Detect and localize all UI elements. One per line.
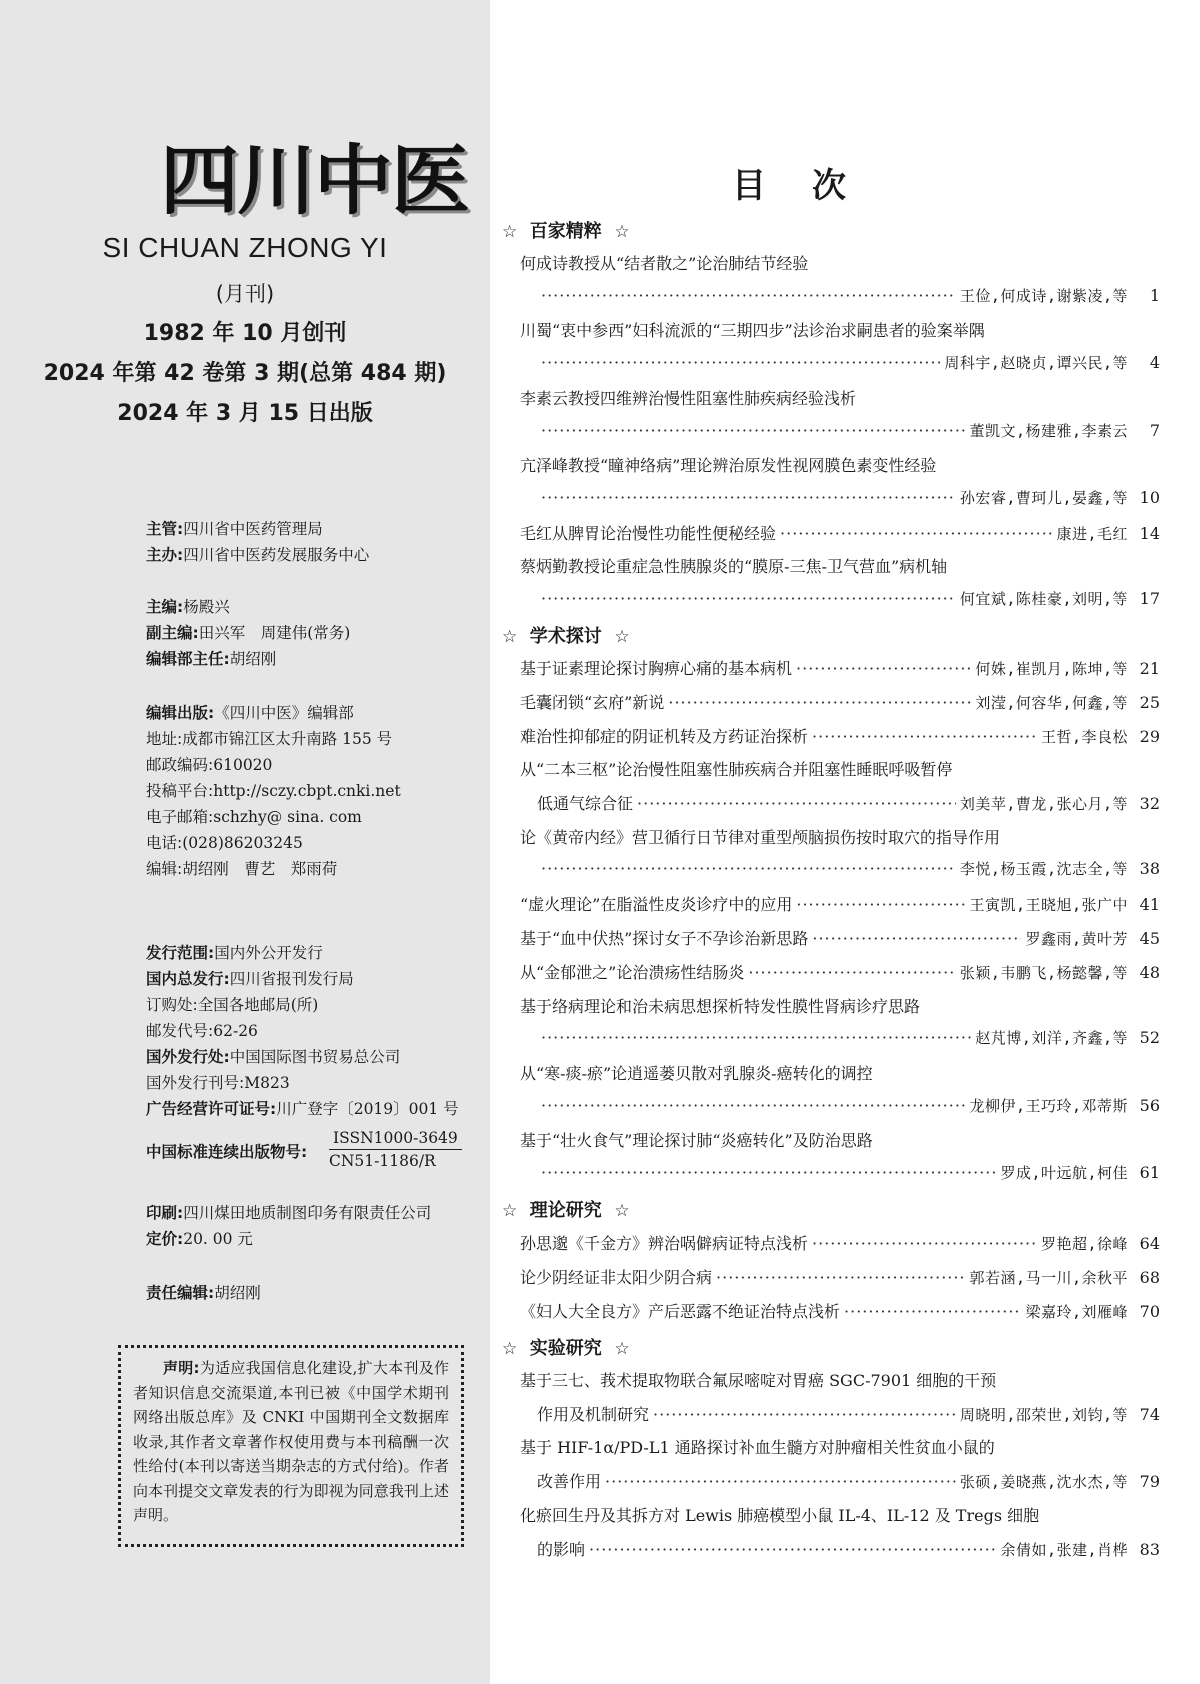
info-row: 地址:成都市锦江区太升南路 155 号 <box>146 730 393 748</box>
info-row: 邮发代号:62-26 <box>146 1022 258 1040</box>
toc-entry[interactable]: 从“寒-痰-瘀”论逍遥蒌贝散对乳腺炎-癌转化的调控 <box>520 1064 873 1083</box>
issn-number: ISSN1000-3649 <box>329 1127 462 1150</box>
info-row: 国内总发行:四川省报刊发行局 <box>146 970 354 988</box>
toc-entry[interactable]: “虚火理论”在脂溢性皮炎诊疗中的应用 ····· 王寅凯,王晓旭,张广中 41 <box>520 892 1160 918</box>
info-row: 定价:20. 00 元 <box>146 1230 253 1248</box>
publication-date: 2024 年 3 月 15 日出版 <box>117 401 373 426</box>
toc-entry[interactable]: 毛囊闭锁“玄府”新说 ····· 刘滢,何容华,何鑫,等 25 <box>520 690 1160 716</box>
info-row: 主编:杨殿兴 <box>146 598 230 616</box>
info-row: 订购处:全国各地邮局(所) <box>146 996 319 1014</box>
toc-entry[interactable]: 从“二本三枢”论治慢性阻塞性肺疾病合并阻塞性睡眠呼吸暂停 <box>520 760 953 779</box>
info-row: 发行范围:国内外公开发行 <box>146 944 323 962</box>
toc-entry[interactable]: ····· 赵芃博,刘洋,齐鑫,等 52 <box>537 1027 1160 1053</box>
toc-entry[interactable]: ····· 李悦,杨玉霞,沈志全,等 38 <box>537 858 1160 884</box>
toc-entry[interactable]: 蔡炳勤教授论重症急性胰腺炎的“膜原-三焦-卫气营血”病机轴 <box>520 557 948 576</box>
issn-values <box>329 1127 462 1172</box>
info-row: 编辑部主任:胡绍刚 <box>146 650 277 668</box>
printing-block <box>146 1200 431 1252</box>
responsible-editor <box>146 1280 261 1306</box>
toc-title: 目次 <box>732 166 892 206</box>
star-icon: ☆ <box>614 1201 630 1221</box>
toc-entry[interactable]: 基于三七、莪术提取物联合氟尿嘧啶对胃癌 SGC-7901 细胞的干预 <box>520 1371 997 1390</box>
toc-entry[interactable]: 的影响 ····· 余倩如,张建,肖桦 83 <box>537 1537 1160 1563</box>
notice-label: 声明: <box>163 1359 200 1377</box>
toc-entry[interactable]: 亢泽峰教授“瞳神络病”理论辨治原发性视网膜色素变性经验 <box>520 456 937 475</box>
toc-entry[interactable]: 基于“血中伏热”探讨女子不孕诊治新思路 ····· 罗鑫雨,黄叶芳 45 <box>520 926 1160 952</box>
star-icon: ☆ <box>502 627 518 647</box>
star-icon: ☆ <box>502 222 518 242</box>
cn-number: CN51-1186/R <box>329 1152 436 1170</box>
journal-english-title: SI CHUAN ZHONG YI <box>102 232 388 263</box>
issn-label: 中国标准连续出版物号: <box>146 1143 308 1161</box>
section-heading: ☆ 理论研究 ☆ <box>502 1200 630 1221</box>
info-row: 广告经营许可证号:川广登字〔2019〕001 号 <box>146 1100 459 1118</box>
toc-entry[interactable]: 基于“壮火食气”理论探讨肺“炎癌转化”及防治思路 <box>520 1131 873 1150</box>
toc-entry[interactable]: 改善作用 ····· 张硕,姜晓燕,沈水杰,等 79 <box>537 1469 1160 1495</box>
toc-entry[interactable]: 基于络病理论和治未病思想探析特发性膜性肾病诊疗思路 <box>520 997 921 1016</box>
toc-entry[interactable]: 从“金郁泄之”论治溃疡性结肠炎 ····· 张颖,韦鹏飞,杨懿馨,等 48 <box>520 960 1160 986</box>
info-row: 责任编辑:胡绍刚 <box>146 1284 261 1302</box>
section-heading: ☆ 百家精粹 ☆ <box>502 221 630 242</box>
info-row: 国外发行处:中国国际图书贸易总公司 <box>146 1048 401 1066</box>
toc-entry[interactable]: ····· 罗成,叶远航,柯佳 61 <box>537 1162 1160 1188</box>
toc-entry[interactable]: 低通气综合征 ····· 刘美苹,曹龙,张心月,等 32 <box>537 791 1160 817</box>
toc-entry[interactable]: 作用及机制研究 ····· 周晓明,邵荣世,刘钧,等 74 <box>537 1402 1160 1428</box>
contact-block <box>146 700 401 882</box>
star-icon: ☆ <box>614 1339 630 1359</box>
toc-entry[interactable]: 论《黄帝内经》营卫循行日节律对重型颅脑损伤按时取穴的指导作用 <box>520 828 1001 847</box>
frequency: (月刊) <box>215 282 275 306</box>
info-row: 投稿平台:http://sczy.cbpt.cnki.net <box>146 782 401 800</box>
star-icon: ☆ <box>614 627 630 647</box>
info-row: 编辑出版:《四川中医》编辑部 <box>146 704 354 722</box>
info-row: 副主编:田兴军 周建伟(常务) <box>146 624 351 642</box>
toc-entry[interactable]: 川蜀“衷中参西”妇科流派的“三期四步”法诊治求嗣患者的验案举隅 <box>520 321 985 340</box>
info-row: 主管:四川省中医药管理局 <box>146 520 323 538</box>
toc-entry[interactable]: 孙思邈《千金方》辨治㖞僻病证特点浅析 ····· 罗艳超,徐峰 64 <box>520 1231 1160 1257</box>
toc-entry[interactable]: 难治性抑郁症的阴证机转及方药证治探析 ····· 王哲,李良松 29 <box>520 724 1160 750</box>
toc-entry[interactable]: 李素云教授四维辨治慢性阻塞性肺疾病经验浅析 <box>520 389 857 408</box>
toc-entry[interactable]: ····· 何宜斌,陈桂豪,刘明,等 17 <box>537 588 1160 614</box>
toc-entry[interactable]: ····· 孙宏睿,曹珂儿,晏鑫,等 10 <box>537 487 1160 513</box>
editors-block <box>146 594 350 672</box>
toc-entry[interactable]: 《妇人大全良方》产后恶露不绝证治特点浅析 ····· 梁嘉玲,刘雁峰 70 <box>520 1299 1160 1325</box>
copyright-notice <box>118 1345 464 1547</box>
distribution-block <box>146 940 459 1122</box>
star-icon: ☆ <box>502 1201 518 1221</box>
journal-logo: 四川中医 <box>160 136 468 225</box>
toc-entry[interactable]: 化瘀回生丹及其拆方对 Lewis 肺癌模型小鼠 IL-4、IL-12 及 Tregs 细胞 <box>520 1506 1040 1525</box>
notice-text: 为适应我国信息化建设,扩大本刊及作者知识信息交流渠道,本刊已被《中国学术期刊网络出版总库》及 CNKI 中国期刊全文数据库收录,其作者文章著作权使用费与本刊稿酬一次性给付(本刊以寄送当期杂志的方式付给)。作者向本刊提交文章发表的行为即视为同意我刊上述声明。 <box>133 1359 450 1524</box>
info-row: 主办:四川省中医药发展服务中心 <box>146 546 370 564</box>
toc-entry[interactable]: 毛红从脾胃论治慢性功能性便秘经验 ····· 康进,毛红 14 <box>520 521 1160 547</box>
toc-entry[interactable]: 何成诗教授从“结者散之”论治肺结节经验 <box>520 254 809 273</box>
toc-entry[interactable]: 论少阴经证非太阳少阴合病 ····· 郭若涵,马一川,余秋平 68 <box>520 1265 1160 1291</box>
toc-entry[interactable]: ····· 龙柳伊,王巧玲,邓蒂斯 56 <box>537 1095 1160 1121</box>
info-row: 邮政编码:610020 <box>146 756 273 774</box>
toc-entry[interactable]: ····· 周科宇,赵晓贞,谭兴民,等 4 <box>537 352 1160 378</box>
toc-entry[interactable]: ····· 王俭,何成诗,谢紫凌,等 1 <box>537 285 1160 311</box>
issue-number: 2024 年第 42 卷第 3 期(总第 484 期) <box>43 361 447 386</box>
star-icon: ☆ <box>502 1339 518 1359</box>
info-row: 电话:(028)86203245 <box>146 834 303 852</box>
founded-date: 1982 年 10 月创刊 <box>143 321 347 346</box>
info-row: 国外发行刊号:M823 <box>146 1074 290 1092</box>
info-row: 电子邮箱:schzhy@ sina. com <box>146 808 362 826</box>
toc-entry[interactable]: 基于证素理论探讨胸痹心痛的基本病机 ····· 何姝,崔凯月,陈坤,等 21 <box>520 656 1160 682</box>
toc-entry[interactable]: ····· 董凯文,杨建雅,李素云 7 <box>537 420 1160 446</box>
info-row: 印刷:四川煤田地质制图印务有限责任公司 <box>146 1204 432 1222</box>
section-heading: ☆ 学术探讨 ☆ <box>502 626 630 647</box>
masthead-panel <box>0 0 490 1684</box>
section-heading: ☆ 实验研究 ☆ <box>502 1338 630 1359</box>
sponsor-block <box>146 516 369 568</box>
info-row: 编辑:胡绍刚 曹艺 郑雨荷 <box>146 860 338 878</box>
toc-entry[interactable]: 基于 HIF-1α/PD-L1 通路探讨补血生髓方对肿瘤相关性贫血小鼠的 <box>520 1438 995 1457</box>
star-icon: ☆ <box>614 222 630 242</box>
